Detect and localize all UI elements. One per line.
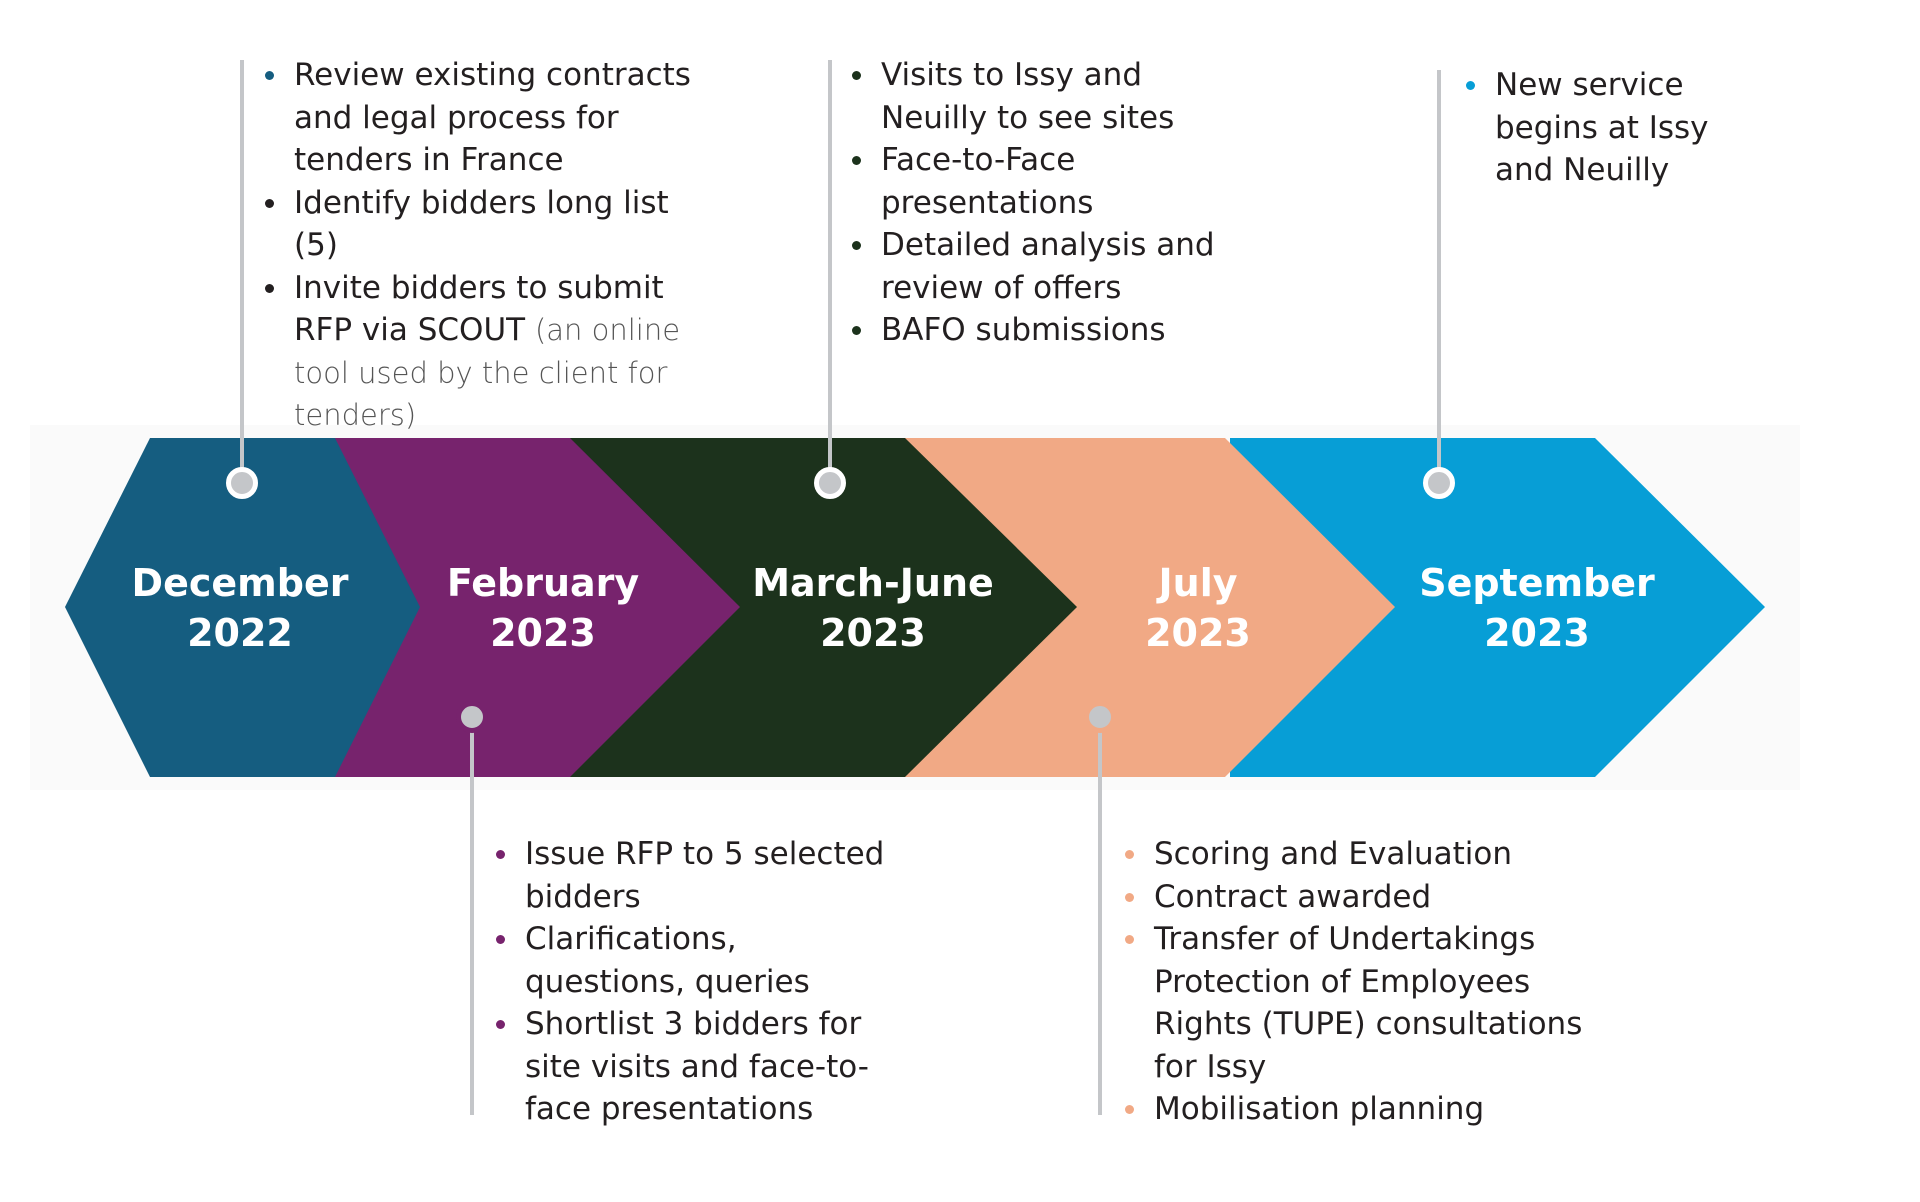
task-item — [493, 918, 903, 1003]
stage-month: December — [131, 561, 349, 605]
task-item — [849, 224, 1249, 309]
task-text: Mobilisation planning — [1154, 1091, 1485, 1127]
stage-label-december-2022 — [90, 558, 390, 658]
february-task-list — [493, 833, 903, 1131]
task-text: Visits to Issy and Neuilly to see sites — [881, 57, 1175, 136]
stage-month: July — [1158, 561, 1238, 605]
task-item — [1122, 1088, 1592, 1131]
july-task-list — [1122, 833, 1592, 1131]
task-text: Issue RFP to 5 selected bidders — [525, 836, 885, 915]
stage-month: September — [1419, 561, 1655, 605]
task-item — [262, 182, 702, 267]
task-item — [493, 833, 903, 918]
task-item — [1122, 876, 1592, 919]
connector-line-february — [470, 720, 474, 1115]
milestone-dot-july — [1084, 701, 1116, 733]
task-text: Contract awarded — [1154, 878, 1432, 915]
stage-year: 2023 — [1145, 611, 1251, 655]
stage-label-july-2023 — [1048, 558, 1348, 658]
task-text: Invite bidders to submit RFP via SCOUT — [294, 269, 664, 348]
stage-year: 2023 — [820, 611, 926, 655]
stage-month: March-June — [752, 561, 994, 605]
milestone-dot-december — [226, 467, 258, 499]
task-text: New service begins at Issy and Neuilly — [1495, 67, 1709, 188]
task-item — [849, 309, 1249, 352]
task-text: Review existing contracts and legal process for tenders in France — [294, 57, 691, 178]
task-text: Transfer of Undertakings Protection of Employees Rights (TUPE) consultations for Issy — [1154, 921, 1583, 1085]
task-item — [1122, 918, 1592, 1088]
task-item — [262, 267, 702, 437]
stage-year: 2023 — [490, 611, 596, 655]
task-text: BAFO submissions — [881, 312, 1166, 348]
task-text: Identify bidders long list (5) — [294, 184, 669, 263]
connector-line-july — [1098, 720, 1102, 1115]
stage-label-march-june-2023 — [723, 558, 1023, 658]
task-text: Scoring and Evaluation — [1154, 836, 1512, 872]
connector-line-december — [240, 60, 244, 480]
task-note: (an online tool used by the client for tenders) — [294, 313, 681, 432]
december-task-list — [262, 54, 702, 437]
task-text: Shortlist 3 bidders for site visits and face-to-face presentations — [525, 1006, 869, 1127]
task-text: Clarifications, questions, queries — [525, 921, 810, 1000]
task-item — [849, 54, 1249, 139]
stage-year: 2022 — [187, 611, 293, 655]
task-text: Detailed analysis and review of offers — [881, 227, 1215, 306]
stage-year: 2023 — [1484, 611, 1590, 655]
task-item — [849, 139, 1249, 224]
task-text: Face-to-Face presentations — [881, 142, 1094, 221]
stage-label-february-2023 — [393, 558, 693, 658]
connector-line-september — [1437, 70, 1441, 480]
september-task-list — [1463, 64, 1753, 192]
stage-month: February — [446, 561, 640, 605]
task-item — [262, 54, 702, 182]
task-item — [493, 1003, 903, 1131]
task-item — [1463, 64, 1753, 192]
connector-line-march-june — [828, 60, 832, 480]
stage-label-september-2023 — [1387, 558, 1687, 658]
milestone-dot-september — [1423, 467, 1455, 499]
milestone-dot-march-june — [814, 467, 846, 499]
task-item — [1122, 833, 1592, 876]
march-june-task-list — [849, 54, 1249, 352]
milestone-dot-february — [456, 701, 488, 733]
